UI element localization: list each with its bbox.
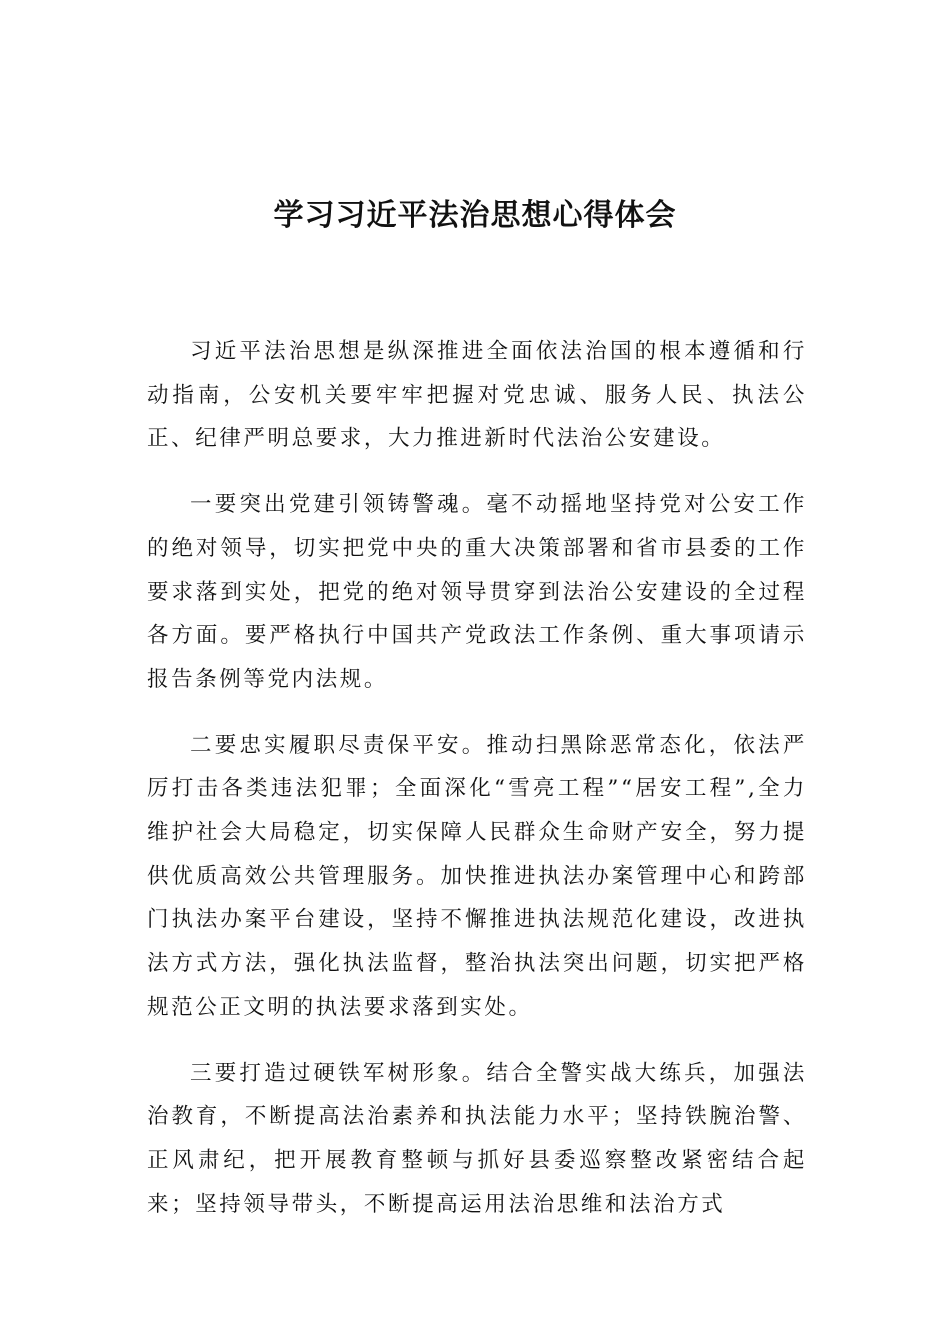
document-body [147,330,807,1248]
paragraph-party-leadership: 一要突出党建引领铸警魂。毫不动摇地坚持党对公安工作的绝对领导，切实把党中央的重大决策部署和省市县委的工作要求落到实处，把党的绝对领导贯穿到法治公安建设的全过程各方面。要严格执行中国共产党政法工作条例、重大事项请示报告条例等党内法规。 [147,492,807,692]
paragraph-intro: 习近平法治思想是纵深推进全面依法治国的根本遵循和行动指南，公安机关要牢牢把握对党忠诚、服务人民、执法公正、纪律严明总要求，大力推进新时代法治公安建设。 [147,339,807,452]
paragraph-duty-safety: 二要忠实履职尽责保平安。推动扫黑除恶常态化，依法严厉打击各类违法犯罪；全面深化“雪亮工程”“居安工程”,全力维护社会大局稳定，切实保障人民群众生命财产安全，努力提供优质高效公共管理服务。加快推进执法办案管理中心和跨部门执法办案平台建设，坚持不懈推进执法规范化建设，改进执法方式方法，强化执法监督，整治执法突出问题，切实把严格规范公正文明的执法要求落到实处。 [147,732,807,1020]
paragraph-team-building: 三要打造过硬铁军树形象。结合全警实战大练兵，加强法治教育，不断提高法治素养和执法能力水平；坚持铁腕治警、正风肃纪，把开展教育整顿与抓好县委巡察整改紧密结合起来；坚持领导带头，不断提高运用法治思维和法治方式 [147,1060,807,1217]
document-title: 学习习近平法治思想心得体会 [273,198,677,233]
